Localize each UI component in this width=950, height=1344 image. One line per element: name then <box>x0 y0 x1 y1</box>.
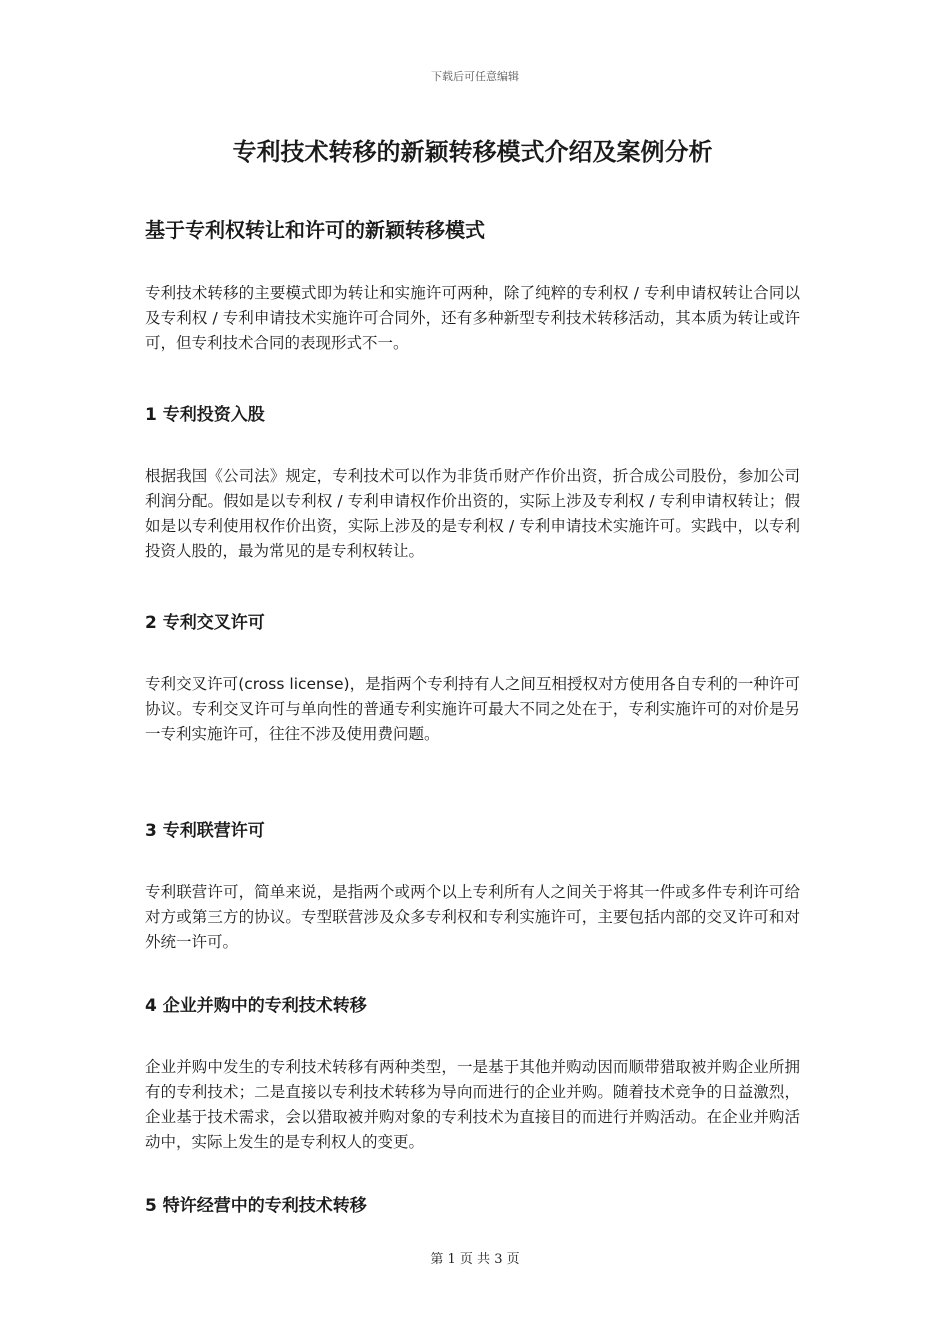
document-title: 专利技术转移的新颖转移模式介绍及案例分析 <box>232 138 713 166</box>
item-body-4: 企业并购中发生的专利技术转移有两种类型，一是基于其他并购动因而顺带猎取被并购企业所拥有的专利技术；二是直接以专利技术转移为导向而进行的企业并购。随着技术竞争的日益激烈，企业基于技术需求，会以猎取被并购对象的专利技术为直接目的而进行并购活动。在企业并购活动中，实际上发生的是专利权人的变更。 <box>145 1058 800 1151</box>
item-body-3: 专利联营许可，简单来说，是指两个或两个以上专利所有人之间关于将其一件或多件专利许可给对方或第三方的协议。专型联营涉及众多专利权和专利实施许可，主要包括内部的交叉许可和对外统一许可。 <box>145 883 800 951</box>
item-heading-4: 4 企业并购中的专利技术转移 <box>145 996 367 1016</box>
page-header-note: 下载后可任意编辑 <box>431 70 519 83</box>
item-body-1: 根据我国《公司法》规定，专利技术可以作为非货币财产作价出资，折合成公司股份，参加公司利润分配。假如是以专利权 / 专利申请权作价出资的，实际上涉及专利权 / 专利申请权转让；假如是以专利使用权作价出资，实际上涉及的是专利权 / 专利申请技术实施许可。实践中，以专利投资人股的，最为常见的是专利权转让。 <box>145 467 800 560</box>
item-heading-1: 1 专利投资入股 <box>145 405 265 425</box>
item-body-2: 专利交叉许可(cross license)，是指两个专利持有人之间互相授权对方使用各自专利的一种许可协议。专利交叉许可与单向性的普通专利实施许可最大不同之处在于，专利实施许可的对价是另一专利实施许可，往往不涉及使用费问题。 <box>145 675 800 743</box>
intro-paragraph: 专利技术转移的主要模式即为转让和实施许可两种，除了纯粹的专利权 / 专利申请权转让合同以及专利权 / 专利申请技术实施许可合同外，还有多种新型专利技术转移活动，其本质为转让或许可，但专利技术合同的表现形式不一。 <box>145 284 800 352</box>
section-title: 基于专利权转让和许可的新颖转移模式 <box>145 218 485 242</box>
document-body <box>145 128 800 1219</box>
item-heading-2: 2 专利交叉许可 <box>145 613 265 633</box>
item-heading-5: 5 特许经营中的专利技术转移 <box>145 1196 367 1216</box>
page-footer-info: 第 1 页 共 3 页 <box>430 1252 520 1267</box>
item-heading-3: 3 专利联营许可 <box>145 821 265 841</box>
